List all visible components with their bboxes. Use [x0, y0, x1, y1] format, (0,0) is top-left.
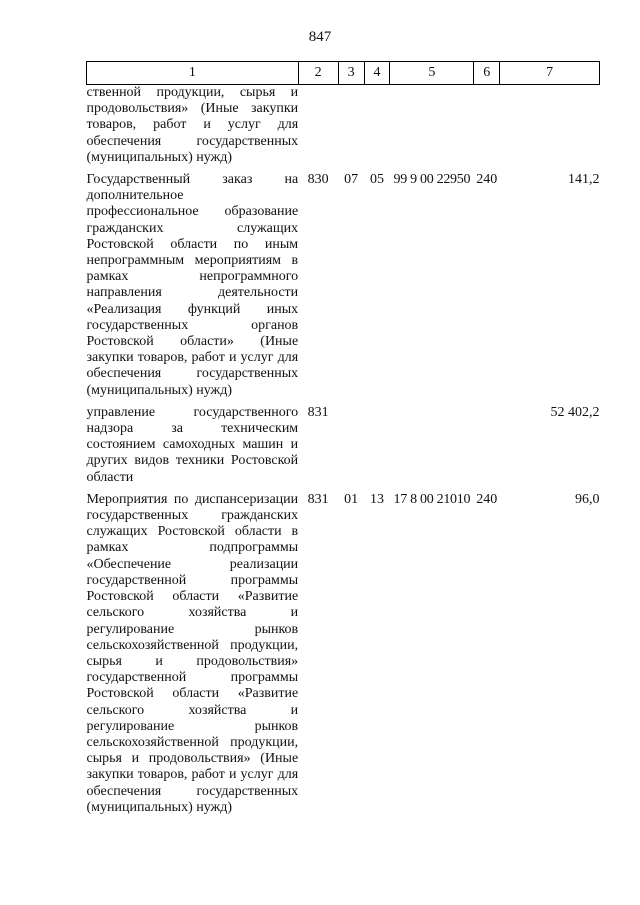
row-pr: 13 [370, 491, 384, 507]
row-vr [474, 85, 500, 167]
header-col-3: 3 [338, 62, 364, 85]
table-row [87, 85, 600, 167]
row-description: Государственный заказ на дополнительное профессиональное образование гражданских служащих Ростовской области по иным непрограммным мероприятиям в рамках непрограммного направления деятельности «Реализация функций иных государственных органов Ростовской области» (Иные закупки товаров, работ и услуг для обеспечения государственных (муниципальных) нужд) [86, 172, 299, 398]
row-vr [474, 399, 500, 486]
header-col-5: 5 [390, 62, 474, 85]
table-row [87, 166, 600, 399]
budget-table [86, 61, 600, 816]
header-col-1: 1 [87, 62, 299, 85]
row-description: ственной продукции, сырья и продовольствия» (Иные закупки товаров, работ и услуг для обеспечения государственных (муниципальных) нужд) [86, 85, 299, 165]
row-csr [390, 399, 474, 486]
row-ved: 831 [307, 404, 329, 420]
row-csr [390, 85, 474, 167]
header-col-7: 7 [500, 62, 600, 85]
header-col-2: 2 [298, 62, 338, 85]
row-csr: 17 8 00 21010 [393, 491, 471, 507]
row-sum: 96,0 [575, 491, 600, 507]
header-row [87, 62, 600, 85]
row-vr: 240 [476, 491, 498, 507]
header-col-6: 6 [474, 62, 500, 85]
row-ved: 830 [307, 172, 329, 188]
row-rz [338, 85, 364, 167]
row-pr [364, 399, 390, 486]
page-number: 847 [308, 29, 332, 45]
row-sum: 52 402,2 [550, 404, 600, 420]
row-pr [364, 85, 390, 167]
row-description: Мероприятия по диспансеризации государственных гражданских служащих Ростовской области в рамках подпрограммы «Обеспечение реализации государственной программы Ростовской области «Развитие сельского хозяйства и регулирование рынков сельскохозяйственной продукции, сырья и продовольствия» государственной программы Ростовской области «Развитие сельского хозяйства и регулирование рынков сельскохозяйственной продукции, сырья и продовольствия» (Иные закупки товаров, работ и услуг для обеспечения государственных (муниципальных) нужд) [86, 491, 299, 815]
row-sum: 141,2 [568, 172, 600, 188]
row-rz: 01 [344, 491, 359, 507]
row-pr: 05 [370, 172, 384, 188]
row-ved: 831 [307, 491, 329, 507]
row-csr: 99 9 00 22950 [393, 172, 471, 188]
row-rz: 07 [344, 172, 359, 188]
table-row [87, 399, 600, 486]
row-ved [298, 85, 338, 167]
table-row [87, 486, 600, 816]
header-col-4: 4 [364, 62, 390, 85]
row-description: управление государственного надзора за техническим состоянием самоходных машин и других видов техники Ростовской области [86, 404, 299, 485]
row-sum [500, 85, 600, 167]
row-rz [338, 399, 364, 486]
row-vr: 240 [476, 172, 498, 188]
